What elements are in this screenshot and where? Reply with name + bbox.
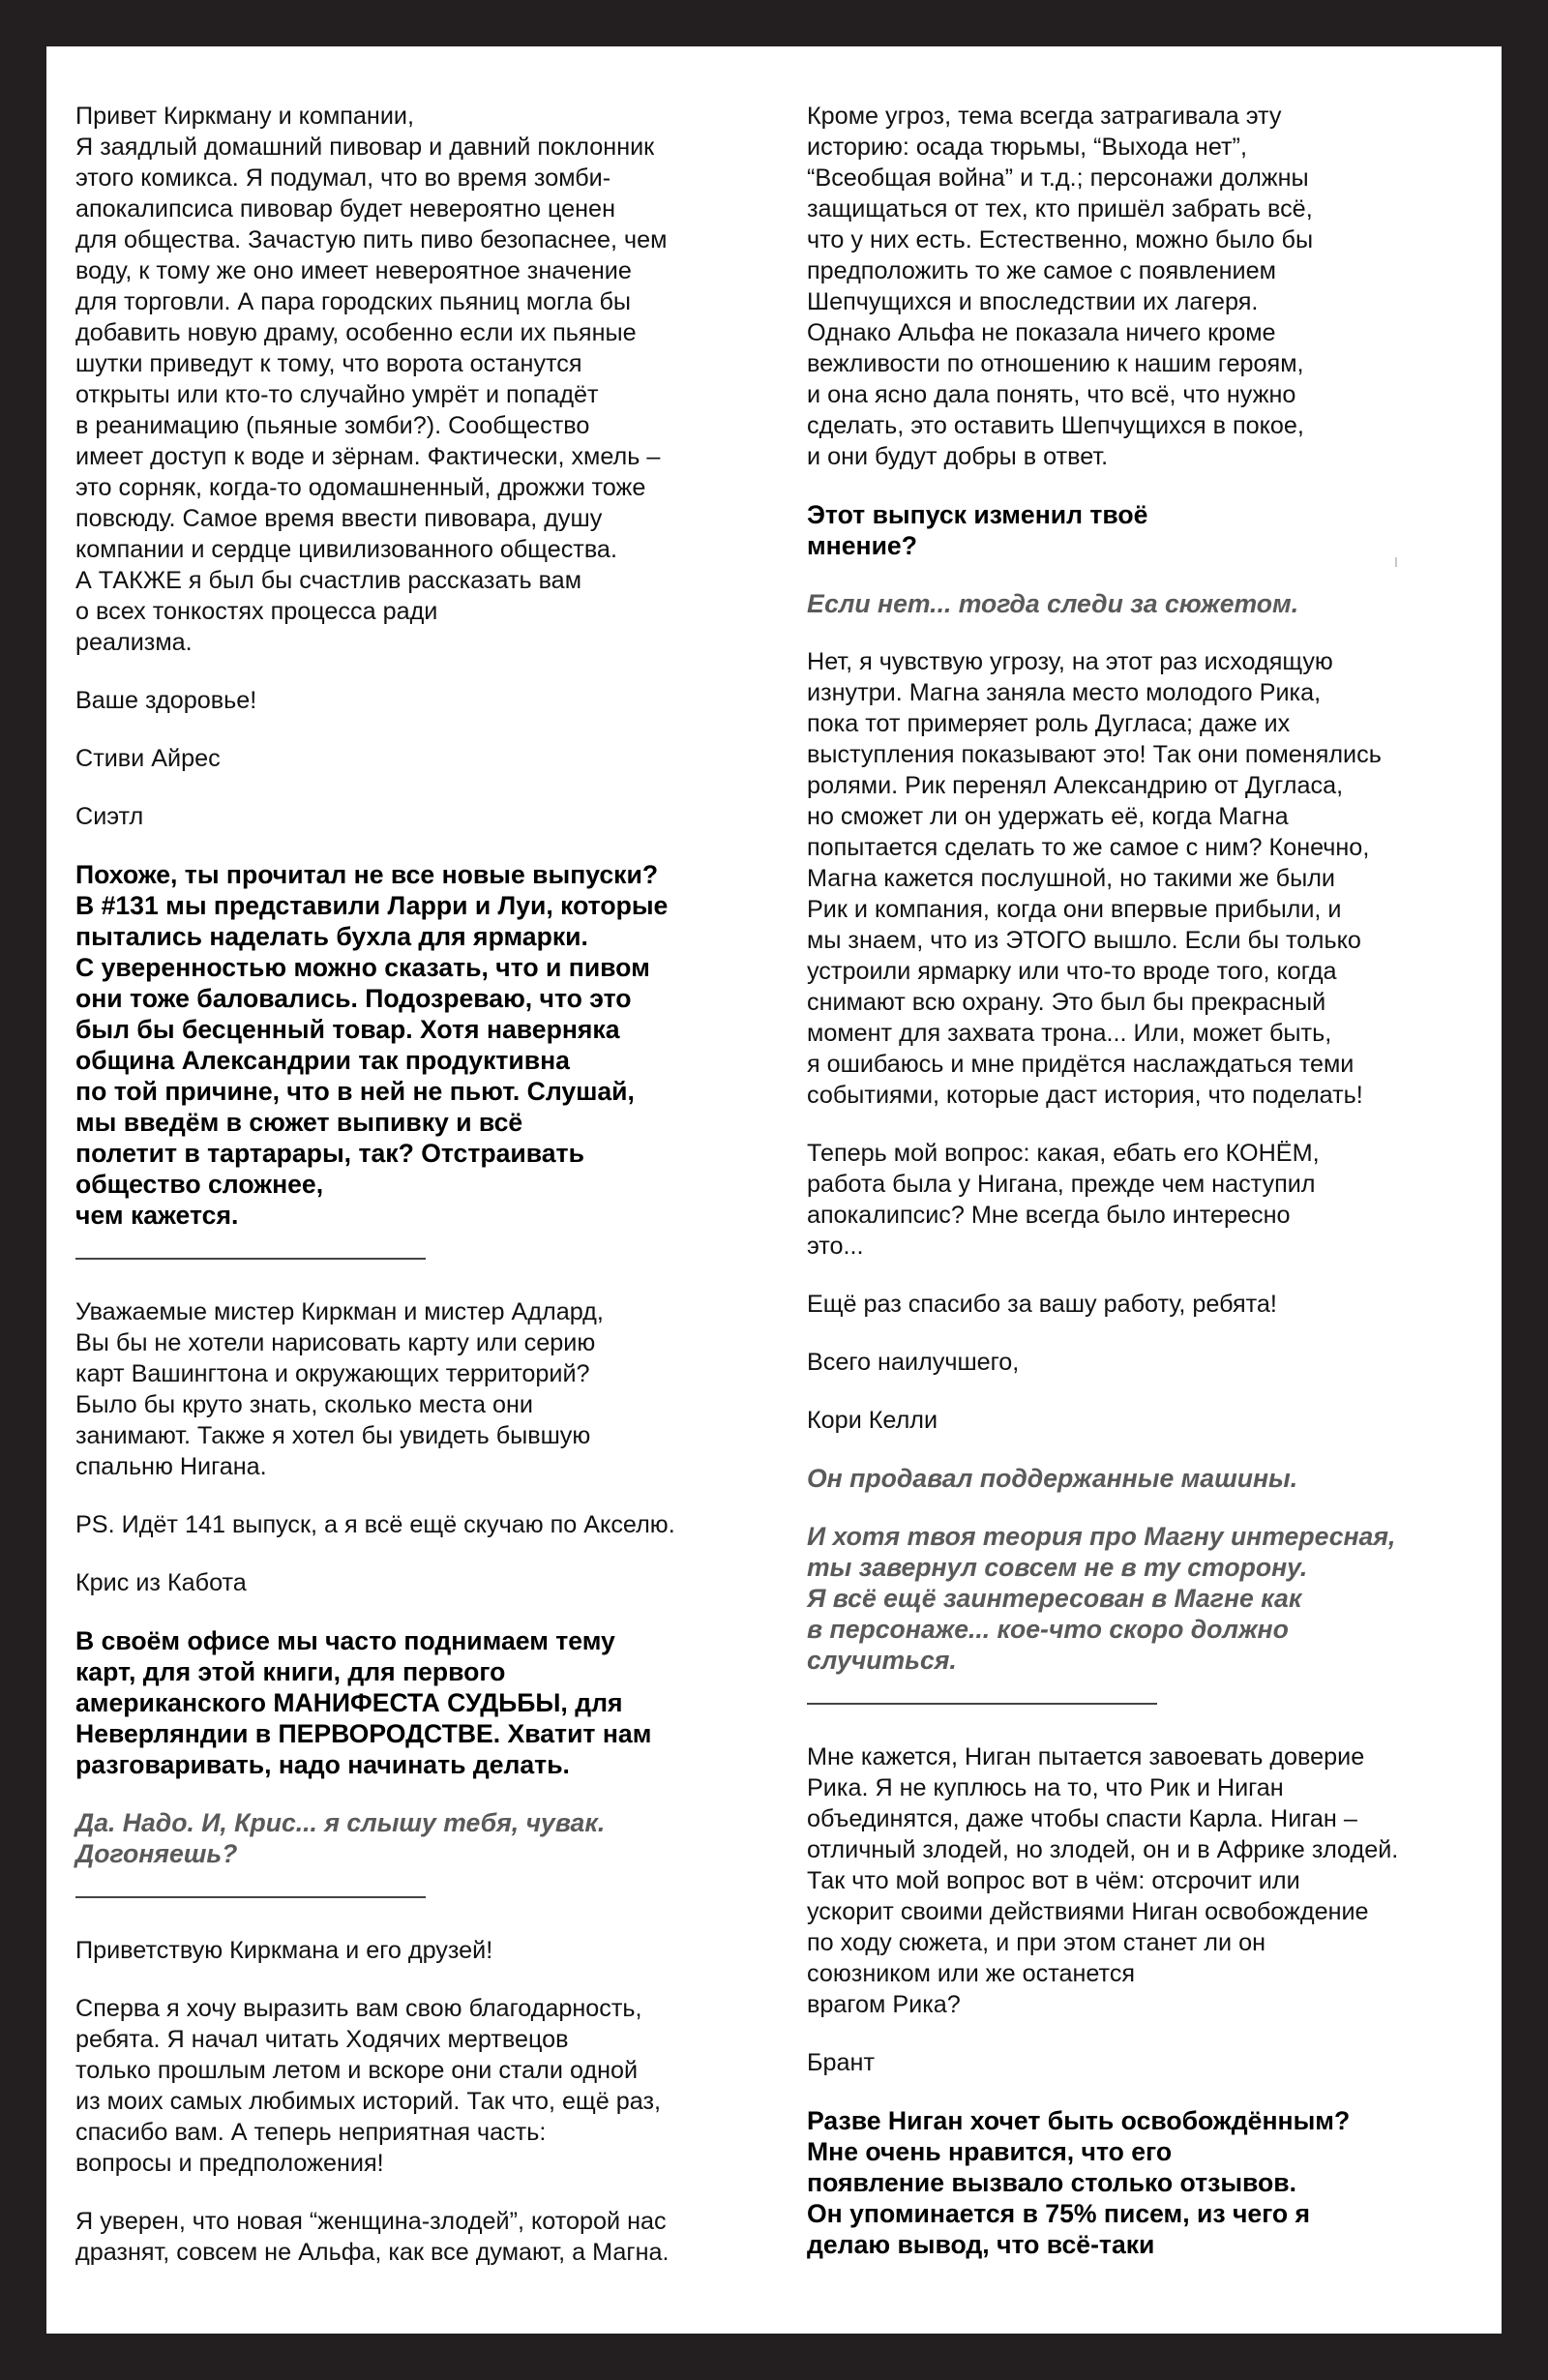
text-line: мнение? bbox=[807, 531, 917, 560]
text-line: Я всё ещё заинтересован в Магне как bbox=[807, 1584, 1302, 1613]
text-line: Он упоминается в 75% писем, из чего я bbox=[807, 2199, 1311, 2228]
text-line: Нет, я чувствую угрозу, на этот раз исходящую bbox=[807, 648, 1333, 675]
text-line: Неверляндии в ПЕРВОРОДСТВЕ. Хватит нам bbox=[75, 1719, 652, 1748]
text-line: открыты или кто-то случайно умрёт и попадёт bbox=[75, 381, 599, 408]
text-line: устроили ярмарку или что-то вроде того, когда bbox=[807, 958, 1337, 985]
editor-reply-italic bbox=[807, 1521, 1484, 1676]
text-line: отличный злодей, но злодей, он и в Африке злодей. bbox=[807, 1836, 1399, 1863]
text-line: для торговли. А пара городских пьяниц могла бы bbox=[75, 288, 632, 315]
text-line: Теперь мой вопрос: какая, ебать его КОНЁМ, bbox=[807, 1140, 1320, 1167]
text-line: из моих самых любимых историй. Так что, ещё раз, bbox=[75, 2088, 662, 2115]
text-line: событиями, которые даст история, что поделать! bbox=[807, 1082, 1363, 1109]
text-line: Рик и компания, когда они впервые прибыли, и bbox=[807, 896, 1342, 923]
text-line: историю: осада тюрьмы, “Выхода нет”, bbox=[807, 134, 1247, 161]
text-line: случиться. bbox=[807, 1646, 957, 1675]
left-column bbox=[75, 101, 791, 2295]
text-line: В своём офисе мы часто поднимаем тему bbox=[75, 1626, 615, 1655]
text-line: для общества. Зачастую пить пиво безопаснее, чем bbox=[75, 226, 668, 253]
text-line: ролями. Рик перенял Александрию от Дугласа, bbox=[807, 772, 1344, 799]
text-line: снимают всю охрану. Это был бы прекрасный bbox=[807, 989, 1326, 1016]
separator-rule bbox=[807, 1703, 1157, 1705]
text-line: о всех тонкостях процесса ради bbox=[75, 598, 438, 625]
text-line: что у них есть. Естественно, можно было бы bbox=[807, 226, 1314, 253]
letter-paragraph bbox=[807, 1138, 1484, 1262]
editor-reply-bold bbox=[75, 1625, 791, 1780]
text-line: ребята. Я начал читать Ходячих мертвецов bbox=[75, 2026, 569, 2053]
text-line: в реанимацию (пьяные зомби?). Сообщество bbox=[75, 412, 590, 439]
text-line: но сможет ли он удержать её, когда Магна bbox=[807, 803, 1289, 830]
separator-rule bbox=[75, 1258, 426, 1260]
letter-paragraph bbox=[75, 1993, 791, 2179]
text-line: Рика. Я не куплюсь на то, что Рик и Ниган bbox=[807, 1774, 1284, 1801]
text-line: реализма. bbox=[75, 629, 193, 656]
text-line: община Александрии так продуктивна bbox=[75, 1046, 570, 1075]
text-line: вежливости по отношению к нашим героям, bbox=[807, 350, 1304, 377]
letter-paragraph bbox=[75, 1935, 791, 1966]
text-line: спальню Нигана. bbox=[75, 1453, 267, 1480]
text-line: Он продавал поддержанные машины. bbox=[807, 1464, 1298, 1493]
text-line: компании и сердце цивилизованного общества. bbox=[75, 536, 617, 563]
text-line: был бы бесценный товар. Хотя наверняка bbox=[75, 1015, 620, 1044]
letter-paragraph bbox=[807, 1289, 1484, 1320]
text-line: мы введём в сюжет выпивку и всё bbox=[75, 1108, 523, 1137]
text-line: защищаться от тех, кто пришёл забрать всё, bbox=[807, 195, 1313, 223]
text-line: чем кажется. bbox=[75, 1201, 239, 1230]
text-line: только прошлым летом и вскоре они стали одной bbox=[75, 2057, 639, 2084]
text-line: Похоже, ты прочитал не все новые выпуски? bbox=[75, 860, 659, 889]
letter-paragraph bbox=[75, 2206, 791, 2268]
editor-reply-italic bbox=[807, 1463, 1484, 1494]
text-line: Однако Альфа не показала ничего кроме bbox=[807, 319, 1276, 346]
text-line: карт Вашингтона и окружающих территорий? bbox=[75, 1360, 590, 1387]
text-line: Сиэтл bbox=[75, 803, 144, 830]
text-line: Брант bbox=[807, 2049, 875, 2076]
text-line: попытается сделать то же самое с ним? Конечно, bbox=[807, 834, 1370, 861]
letter-paragraph bbox=[75, 1509, 791, 1540]
text-line: объединятся, даже чтобы спасти Карла. Ниган – bbox=[807, 1805, 1357, 1832]
text-line: воду, к тому же оно имеет невероятное значение bbox=[75, 257, 632, 284]
editor-reply-bold bbox=[75, 859, 791, 1231]
letter-paragraph bbox=[807, 1347, 1484, 1378]
text-line: Приветствую Киркмана и его друзей! bbox=[75, 1937, 493, 1964]
text-line: Всего наилучшего, bbox=[807, 1349, 1020, 1376]
letter-paragraph bbox=[807, 646, 1484, 1111]
text-line: Догоняешь? bbox=[75, 1839, 238, 1868]
text-line: Шепчущихся и впоследствии их лагеря. bbox=[807, 288, 1259, 315]
text-line: имеет доступ к воде и зёрнам. Фактически, хмель – bbox=[75, 443, 661, 470]
text-line: Разве Ниган хочет быть освобождённым? bbox=[807, 2106, 1351, 2135]
text-line: добавить новую драму, особенно если их пьяные bbox=[75, 319, 637, 346]
letter-paragraph bbox=[75, 101, 791, 658]
text-line: Да. Надо. И, Крис... я слышу тебя, чувак. bbox=[75, 1808, 606, 1837]
text-line: Крис из Кабота bbox=[75, 1569, 247, 1596]
text-line: союзником или же останется bbox=[807, 1960, 1136, 1987]
text-line: ты завернул совсем не в ту сторону. bbox=[807, 1553, 1308, 1582]
text-line: изнутри. Магна заняла место молодого Рика, bbox=[807, 679, 1322, 706]
text-line: А ТАКЖЕ я был бы счастлив рассказать вам bbox=[75, 567, 582, 594]
text-line: полетит в тартарары, так? Отстраивать bbox=[75, 1139, 584, 1168]
letter-paragraph bbox=[807, 1405, 1484, 1436]
text-line: Я уверен, что новая “женщина-злодей”, которой нас bbox=[75, 2208, 667, 2235]
letter-paragraph bbox=[75, 801, 791, 832]
text-line: пытались наделать бухла для ярмарки. bbox=[75, 922, 588, 951]
text-line: Привет Киркману и компании, bbox=[75, 103, 414, 130]
text-line: “Всеобщая война” и т.д.; персонажи должны bbox=[807, 164, 1309, 192]
text-line: делаю вывод, что всё-таки bbox=[807, 2230, 1155, 2259]
text-line: Вы бы не хотели нарисовать карту или серию bbox=[75, 1329, 596, 1356]
letter-paragraph bbox=[807, 2047, 1484, 2078]
letter-paragraph bbox=[807, 101, 1484, 472]
text-line: общество сложнее, bbox=[75, 1170, 324, 1199]
text-line: занимают. Также я хотел бы увидеть бывшую bbox=[75, 1422, 591, 1449]
text-line: сделать, это оставить Шепчущихся в покое, bbox=[807, 412, 1304, 439]
text-line: вопросы и предположения! bbox=[75, 2150, 384, 2177]
text-line: выступления показывают это! Так они поменялись bbox=[807, 741, 1382, 768]
text-line: Уважаемые мистер Киркман и мистер Адлард, bbox=[75, 1298, 604, 1325]
text-line: Мне кажется, Ниган пытается завоевать доверие bbox=[807, 1743, 1365, 1770]
text-line: предположить то же самое с появлением bbox=[807, 257, 1276, 284]
text-line: ускорит своими действиями Ниган освобождение bbox=[807, 1898, 1369, 1925]
text-line: пока тот примеряет роль Дугласа; даже их bbox=[807, 710, 1291, 737]
right-column bbox=[807, 101, 1484, 2287]
text-line: Я заядлый домашний пивовар и давний поклонник bbox=[75, 134, 655, 161]
editor-reply-bold bbox=[807, 2105, 1484, 2260]
text-line: это... bbox=[807, 1233, 864, 1260]
text-line: Магна кажется послушной, но такими же были bbox=[807, 865, 1335, 892]
text-line: И хотя твоя теория про Магну интересная, bbox=[807, 1522, 1396, 1551]
text-line: разговаривать, надо начинать делать. bbox=[75, 1750, 570, 1779]
editor-reply-italic bbox=[807, 588, 1484, 619]
text-line: момент для захвата трона... Или, может быть, bbox=[807, 1020, 1332, 1047]
text-line: этого комикса. Я подумал, что во время зомби- bbox=[75, 164, 611, 192]
stray-mark bbox=[1395, 557, 1397, 567]
text-line: по ходу сюжета, и при этом станет ли он bbox=[807, 1929, 1265, 1956]
text-line: Кори Келли bbox=[807, 1407, 938, 1434]
text-line: появление вызвало столько отзывов. bbox=[807, 2168, 1297, 2197]
text-line: спасибо вам. А теперь неприятная часть: bbox=[75, 2119, 547, 2146]
text-line: работа была у Нигана, прежде чем наступил bbox=[807, 1171, 1316, 1198]
letter-paragraph bbox=[807, 1741, 1484, 2020]
letter-paragraph bbox=[75, 1567, 791, 1598]
letter-paragraph bbox=[75, 1296, 791, 1482]
text-line: апокалипсис? Мне всегда было интересно bbox=[807, 1202, 1291, 1229]
text-line: карт, для этой книги, для первого bbox=[75, 1657, 506, 1686]
text-line: Этот выпуск изменил твоё bbox=[807, 500, 1148, 529]
text-line: апокалипсиса пивовар будет невероятно ценен bbox=[75, 195, 615, 223]
editor-reply-italic bbox=[75, 1807, 791, 1869]
text-line: PS. Идёт 141 выпуск, а я всё ещё скучаю по Акселю. bbox=[75, 1511, 675, 1538]
text-line: и они будут добры в ответ. bbox=[807, 443, 1109, 470]
text-line: В #131 мы представили Ларри и Луи, которые bbox=[75, 891, 669, 920]
text-line: дразнят, совсем не Альфа, как все думают, а Магна. bbox=[75, 2239, 670, 2266]
text-line: Мне очень нравится, что его bbox=[807, 2137, 1173, 2166]
editor-reply-bold bbox=[807, 499, 1484, 561]
text-line: американского МАНИФЕСТА СУДЬБЫ, для bbox=[75, 1688, 623, 1717]
text-line: шутки приведут к тому, что ворота останутся bbox=[75, 350, 582, 377]
letter-page bbox=[46, 46, 1502, 2334]
text-line: в персонаже... кое-что скоро должно bbox=[807, 1615, 1289, 1644]
text-line: Ваше здоровье! bbox=[75, 687, 257, 714]
text-line: Ещё раз спасибо за вашу работу, ребята! bbox=[807, 1291, 1277, 1318]
text-line: я ошибаюсь и мне придётся наслаждаться теми bbox=[807, 1051, 1354, 1078]
text-line: повсюду. Самое время ввести пивовара, душу bbox=[75, 505, 603, 532]
text-line: врагом Рика? bbox=[807, 1991, 961, 2018]
text-line: Сперва я хочу выразить вам свою благодарность, bbox=[75, 1995, 642, 2022]
text-line: Если нет... тогда следи за сюжетом. bbox=[807, 589, 1299, 618]
text-line: С уверенностью можно сказать, что и пивом bbox=[75, 953, 650, 982]
text-line: Стиви Айрес bbox=[75, 745, 221, 772]
letter-paragraph bbox=[75, 743, 791, 774]
text-line: они тоже баловались. Подозреваю, что это bbox=[75, 984, 632, 1013]
text-line: Так что мой вопрос вот в чём: отсрочит или bbox=[807, 1867, 1300, 1894]
text-line: по той причине, что в ней не пьют. Слушай, bbox=[75, 1077, 635, 1106]
letter-paragraph bbox=[75, 685, 791, 716]
text-line: и она ясно дала понять, что всё, что нужно bbox=[807, 381, 1296, 408]
separator-rule bbox=[75, 1896, 426, 1898]
text-line: Было бы круто знать, сколько места они bbox=[75, 1391, 533, 1418]
text-line: Кроме угроз, тема всегда затрагивала эту bbox=[807, 103, 1282, 130]
text-line: мы знаем, что из ЭТОГО вышло. Если бы только bbox=[807, 927, 1361, 954]
text-line: это сорняк, когда-то одомашненный, дрожжи тоже bbox=[75, 474, 646, 501]
